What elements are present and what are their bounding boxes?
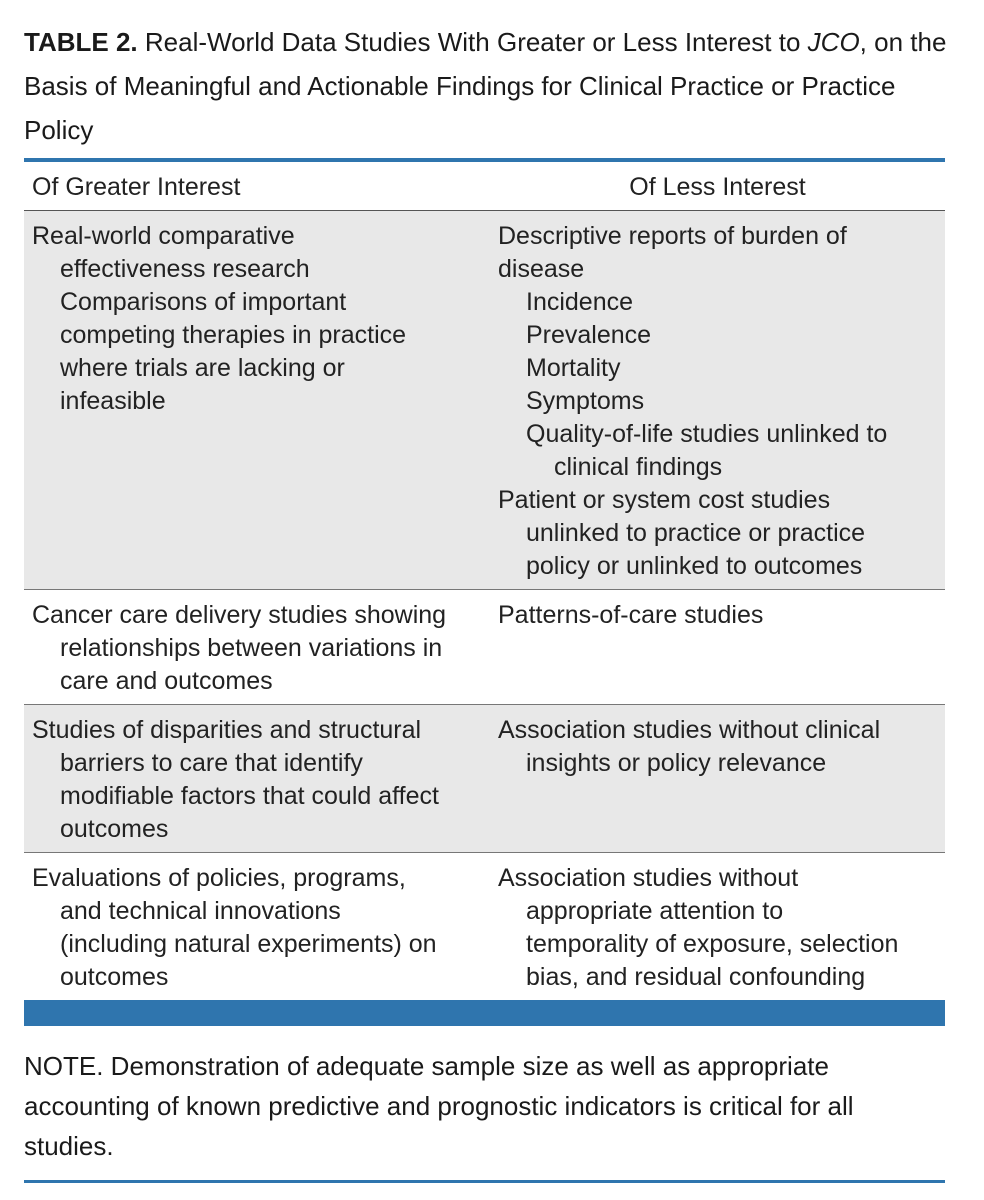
header-less-interest: Of Less Interest — [490, 164, 945, 211]
cell-greater-interest — [24, 705, 490, 853]
cell-less-interest — [490, 705, 945, 853]
table-row — [24, 705, 945, 853]
cell-line: Incidence — [526, 288, 634, 316]
cell-line: Cancer care delivery studies showing — [32, 601, 447, 629]
cell-line: clinical findings — [554, 453, 723, 481]
header-greater-interest: Of Greater Interest — [24, 164, 490, 211]
cell-line: bias, and residual confounding — [526, 963, 866, 991]
cell-line: Studies of disparities and structural — [32, 716, 422, 744]
bottom-band — [24, 1000, 945, 1026]
cell-line: barriers to care that identify — [60, 749, 363, 777]
cell-greater-interest — [24, 590, 490, 705]
cell-line: competing therapies in practice — [60, 321, 407, 349]
cell-line: Association studies without — [498, 864, 799, 892]
cell-line: outcomes — [60, 815, 169, 843]
interest-table — [24, 164, 945, 1004]
cell-line: Symptoms — [526, 387, 645, 415]
cell-less-interest — [490, 590, 945, 705]
cell-line: Patient or system cost studies — [498, 486, 831, 514]
table-note: NOTE. Demonstration of adequate sample size as well as appropriate accounting of known predictive and prognostic indicators is critical for all studies. — [24, 1051, 854, 1161]
cell-line: infeasible — [60, 387, 166, 415]
cell-line: relationships between variations in — [60, 634, 443, 662]
cell-line: Evaluations of policies, programs, — [32, 864, 406, 892]
cell-line: Quality-of-life studies unlinked to — [526, 420, 888, 448]
header-row — [24, 164, 945, 211]
cell-line: where trials are lacking or — [60, 354, 345, 382]
cell-less-interest — [490, 853, 945, 1005]
cell-greater-interest — [24, 211, 490, 590]
top-rule — [24, 158, 945, 162]
cell-line: insights or policy relevance — [526, 749, 827, 777]
cell-less-interest — [490, 211, 945, 590]
cell-greater-interest — [24, 853, 490, 1005]
end-rule — [24, 1180, 945, 1183]
cell-line: care and outcomes — [60, 667, 273, 695]
table-row — [24, 590, 945, 705]
table-label: TABLE 2. — [24, 27, 138, 57]
table-row — [24, 853, 945, 1005]
cell-line: (including natural experiments) on — [60, 930, 437, 958]
cell-line: policy or unlinked to outcomes — [526, 552, 863, 580]
cell-line: Association studies without clinical — [498, 716, 881, 744]
cell-line: and technical innovations — [60, 897, 341, 925]
cell-line: Mortality — [526, 354, 621, 382]
caption-text-before: Real-World Data Studies With Greater or Less Interest to — [144, 27, 808, 57]
cell-line: temporality of exposure, selection — [526, 930, 899, 958]
cell-line: Patterns-of-care studies — [498, 601, 764, 629]
table-body — [24, 211, 945, 1005]
cell-line: Real-world comparative — [32, 222, 295, 250]
cell-line: outcomes — [60, 963, 169, 991]
cell-line: effectiveness research — [60, 255, 310, 283]
cell-line: appropriate attention to — [526, 897, 784, 925]
cell-line: disease — [498, 255, 585, 283]
cell-line: modifiable factors that could affect — [60, 782, 439, 810]
cell-line: Comparisons of important — [60, 288, 347, 316]
cell-line: unlinked to practice or practice — [526, 519, 866, 547]
table-row — [24, 211, 945, 590]
table-caption — [24, 20, 954, 152]
caption-journal-name: JCO — [807, 27, 860, 57]
cell-line: Prevalence — [526, 321, 652, 349]
caption-text-after: , on the Basis of Meaningful and Actionable Findings for Clinical Practice or Practice Policy — [24, 27, 947, 145]
cell-line: Descriptive reports of burden of — [498, 222, 847, 250]
